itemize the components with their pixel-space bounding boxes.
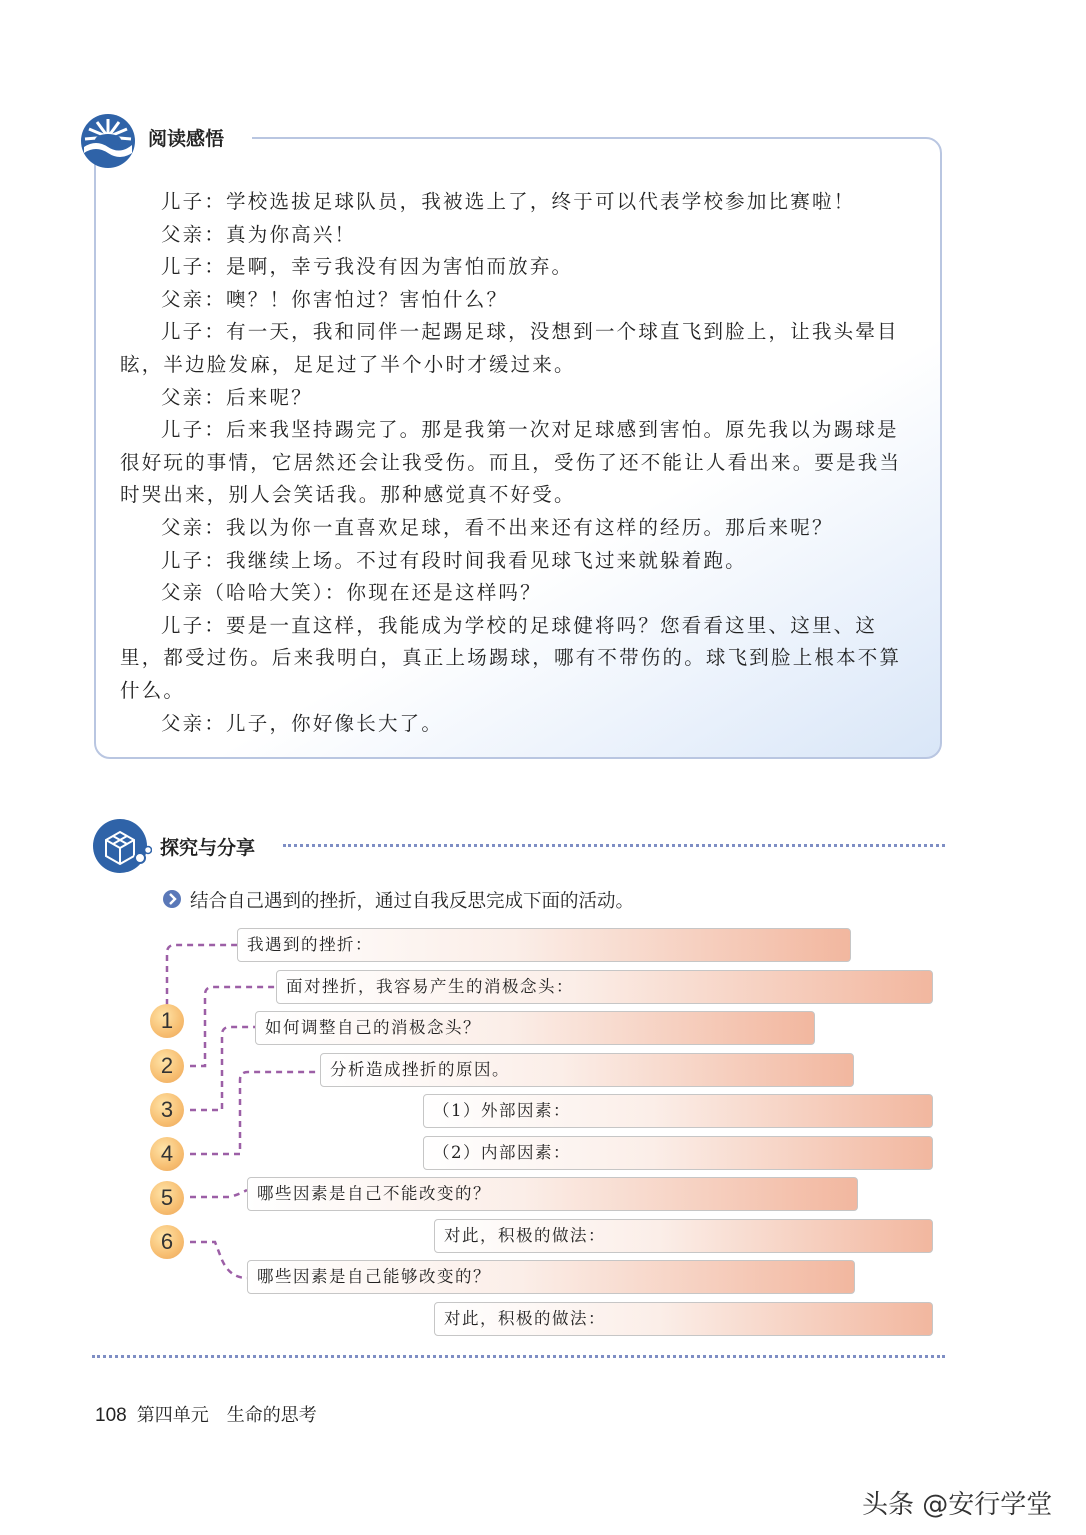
changeable-factors-field[interactable]: 哪些因素是自己能够改变的？ (247, 1260, 855, 1294)
dialogue-line: 儿子：要是一直这样，我能成为学校的足球健将吗？您看看这里、这里、这里，都受过伤。后来我明白，真正上场踢球，哪有不带伤的。球飞到脸上根本不算什么。 (120, 613, 902, 702)
dialogue-line: 儿子：学校选拔足球队员，我被选上了，终于可以代表学校参加比赛啦！ (160, 190, 856, 213)
page-footer (95, 1401, 317, 1427)
frustration-field[interactable]: 我遇到的挫折： (237, 928, 851, 962)
external-factors-field[interactable]: （1）外部因素： (423, 1094, 933, 1128)
page-number: 108 (95, 1405, 127, 1426)
step-number-6: 6 (150, 1225, 184, 1259)
dialogue-line: 儿子：是啊，幸亏我没有因为害怕而放弃。 (160, 255, 574, 279)
dialogue-line: 父亲：真为你高兴！ (160, 222, 357, 246)
positive-action-field-1[interactable]: 对此，积极的做法： (434, 1219, 933, 1253)
unit-label: 第四单元 (136, 1405, 209, 1426)
dialogue-line: 父亲：噢？！你害怕过？害怕什么？ (160, 287, 509, 311)
positive-action-field-2[interactable]: 对此，积极的做法： (434, 1302, 933, 1336)
unchangeable-factors-field[interactable]: 哪些因素是自己不能改变的？ (247, 1177, 858, 1211)
watermark: 头条 @安行学堂 (862, 1490, 1053, 1520)
dialogue-line: 父亲：儿子，你好像长大了。 (160, 711, 444, 735)
cause-analysis-field[interactable]: 分析造成挫折的原因。 (320, 1053, 854, 1087)
step-number-1: 1 (150, 1004, 184, 1038)
reading-title: 阅读感悟 (148, 128, 225, 150)
internal-factors-field[interactable]: （2）内部因素： (423, 1136, 933, 1170)
activity-instruction: 结合自己遇到的挫折，通过自我反思完成下面的活动。 (190, 891, 635, 912)
negative-thought-field[interactable]: 面对挫折，我容易产生的消极念头： (276, 970, 933, 1004)
step-number-4: 4 (150, 1137, 184, 1171)
dialogue-line: 儿子：后来我坚持踢完了。那是我第一次对足球感到害怕。原先我以为踢球是很好玩的事情，它居然还会让我受伤。而且，受伤了还不能让人看出来。要是我当时哭出来，别人会笑话我。那种感觉真不好受。 (120, 418, 902, 507)
explore-title: 探究与分享 (160, 837, 256, 859)
dialogue-line: 父亲：后来呢？ (160, 385, 313, 409)
unit-title: 生命的思考 (226, 1405, 317, 1426)
step-number-5: 5 (150, 1181, 184, 1215)
dialogue-line: 父亲：我以为你一直喜欢足球，看不出来还有这样的经历。那后来呢？ (160, 515, 834, 539)
step-number-2: 2 (150, 1049, 184, 1083)
dialogue-line: 儿子：我继续上场。不过有段时间我看见球飞过来就躲着跑。 (160, 548, 747, 572)
dialogue-line: 儿子：有一天，我和同伴一起踢足球，没想到一个球直飞到脸上，让我头晕目眩，半边脸发麻，足足过了半个小时才缓过来。 (120, 320, 899, 376)
dialogue-line: 父亲（哈哈大笑）：你现在还是这样吗？ (160, 581, 542, 605)
dotted-divider-bottom (92, 1355, 945, 1358)
step-number-3: 3 (150, 1093, 184, 1127)
adjust-thought-field[interactable]: 如何调整自己的消极念头？ (255, 1011, 815, 1045)
